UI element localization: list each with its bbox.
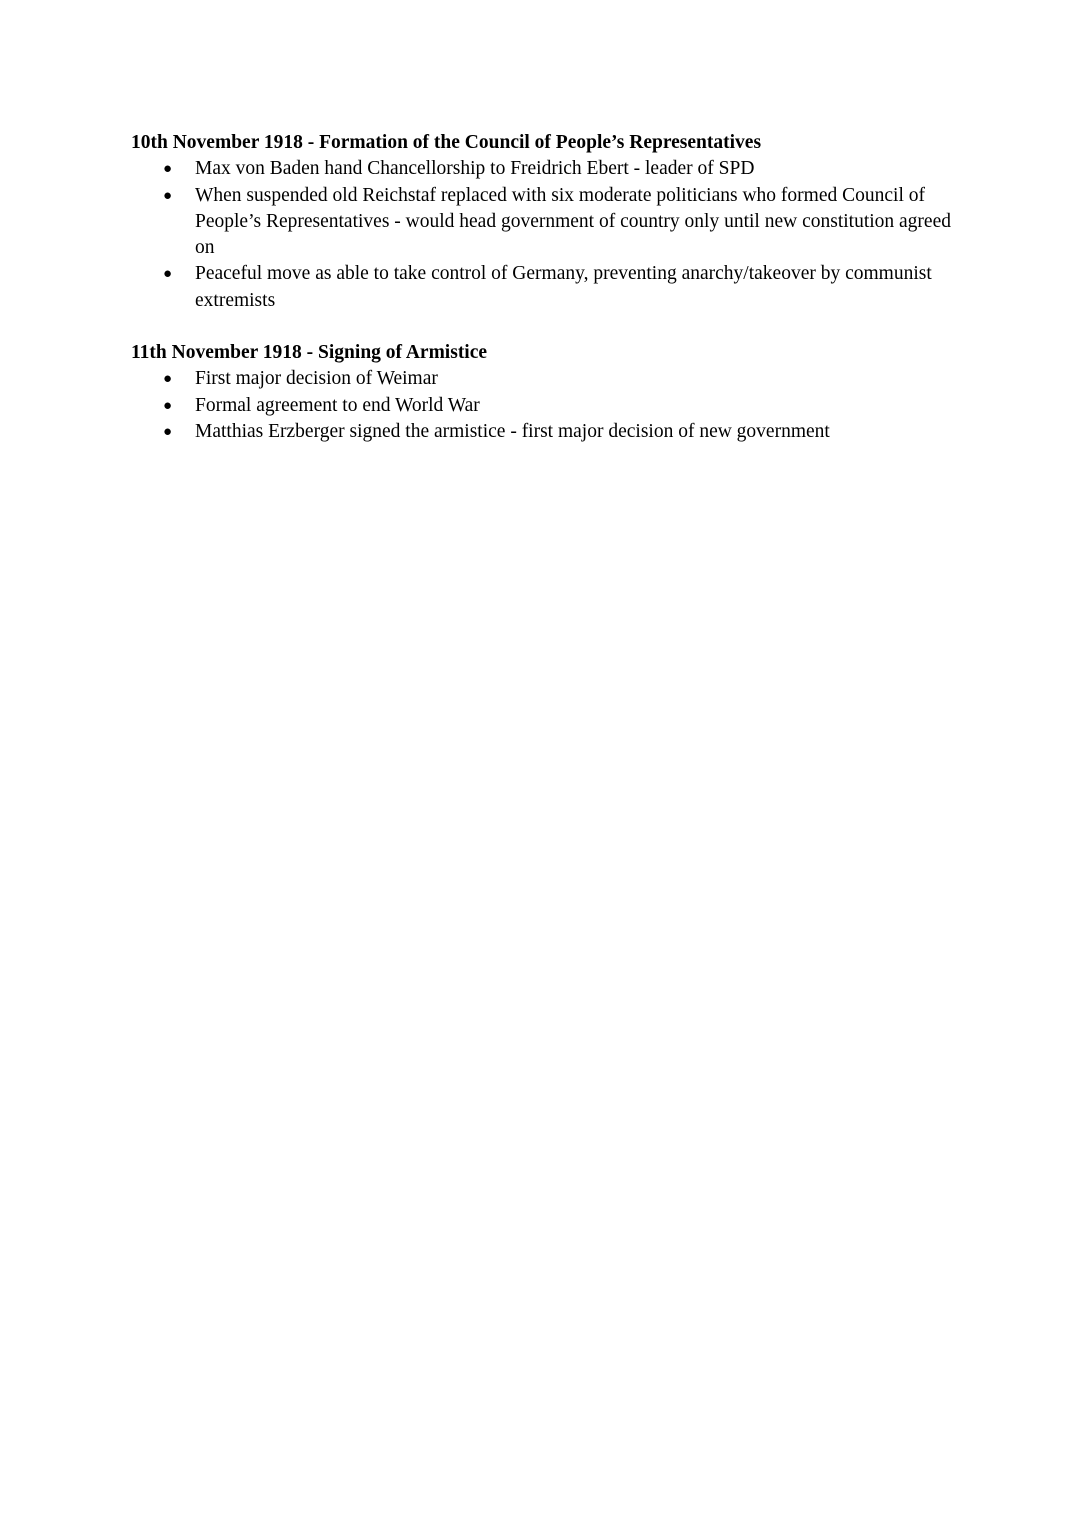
bullet-icon: ● [163, 423, 173, 440]
list-item-text: First major decision of Weimar [195, 368, 438, 390]
list-item [131, 366, 961, 392]
document-content [131, 130, 961, 471]
list-item [131, 393, 961, 419]
list-item-text: Formal agreement to end World War [195, 394, 480, 416]
bullet-list [131, 366, 961, 445]
list-item-text: Peaceful move as able to take control of Germany, preventing anarchy/takeover by communist extremists [195, 263, 932, 311]
list-item-text: When suspended old Reichstaf replaced with six moderate politicians who formed Council of People’s Representatives - would head government of country only until new constitution agreed on [195, 184, 951, 259]
section-armistice [131, 340, 961, 445]
bullet-icon: ● [163, 397, 173, 414]
list-item [131, 183, 961, 262]
list-item [131, 419, 961, 445]
bullet-list [131, 156, 961, 314]
list-item [131, 156, 961, 182]
list-item-text: Max von Baden hand Chancellorship to Freidrich Ebert - leader of SPD [195, 158, 755, 180]
bullet-icon: ● [163, 371, 173, 388]
section-council-formation [131, 130, 961, 314]
bullet-icon: ● [163, 187, 173, 204]
list-item [131, 261, 961, 314]
bullet-icon: ● [163, 266, 173, 283]
section-heading: 11th November 1918 - Signing of Armistice [131, 342, 488, 364]
bullet-icon: ● [163, 161, 173, 178]
list-item-text: Matthias Erzberger signed the armistice - first major decision of new government [195, 420, 830, 442]
section-heading: 10th November 1918 - Formation of the Council of People’s Representatives [131, 132, 762, 153]
